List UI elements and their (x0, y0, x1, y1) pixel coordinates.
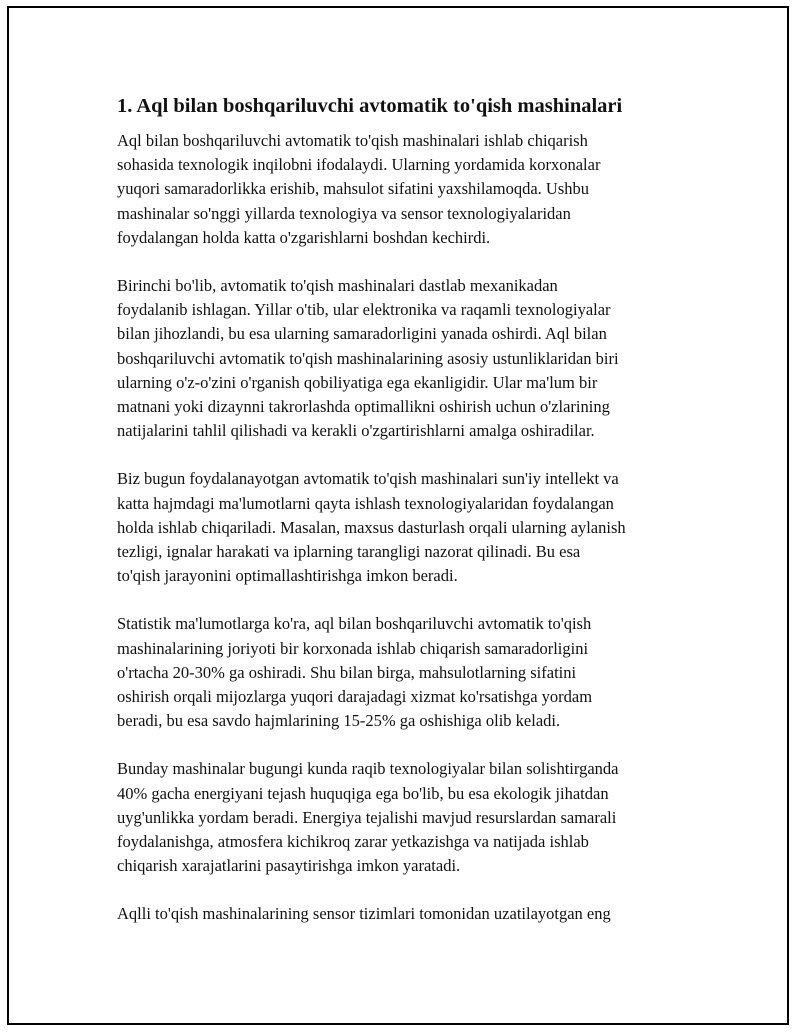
paragraph-line: Aqlli to'qish mashinalarining sensor tizimlari tomonidan uzatilayotgan eng (117, 904, 611, 924)
paragraph-line: to'qish jarayonini optimallashtirishga imkon beradi. (117, 566, 458, 586)
paragraph-line: mashinalarining joriyoti bir korxonada ishlab chiqarish samaradorligini (117, 638, 589, 658)
paragraph-line: Bunday mashinalar bugungi kunda raqib texnologiyalar bilan solishtirganda (117, 759, 619, 779)
paragraph-line: mashinalar so'nggi yillarda texnologiya va sensor texnologiyalaridan (117, 203, 571, 223)
paragraph-2 (117, 274, 707, 443)
paragraph-line: oshirish orqali mijozlarga yuqori darajadagi xizmat ko'rsatishga yordam (117, 687, 593, 707)
paragraph-line: Birinchi bo'lib, avtomatik to'qish mashinalari dastlab mexanikadan (117, 276, 558, 296)
paragraph-3 (117, 467, 707, 588)
paragraph-line: yuqori samaradorlikka erishib, mahsulot sifatini yaxshilamoqda. Ushbu (117, 179, 589, 199)
paragraph-line: beradi, bu esa savdo hajmlarining 15-25% ga oshishiga olib keladi. (117, 711, 561, 731)
paragraph-line: bilan jihozlandi, bu esa ularning samaradorligini yanada oshirdi. Aql bilan (117, 324, 607, 344)
paragraph-line: holda ishlab chiqariladi. Masalan, maxsus dasturlash orqali ularning aylanish (117, 517, 626, 537)
paragraph-line: Aql bilan boshqariluvchi avtomatik to'qish mashinalari ishlab chiqarish (117, 131, 588, 150)
paragraph-line: Statistik ma'lumotlarga ko'ra, aql bilan boshqariluvchi avtomatik to'qish (117, 614, 592, 634)
paragraph-1 (117, 129, 707, 250)
paragraph-5 (117, 757, 707, 878)
paragraph-line: sohasida texnologik inqilobni ifodalaydi. Ularning yordamida korxonalar (117, 155, 601, 175)
paragraph-line: foydalangan holda katta o'zgarishlarni boshdan kechirdi. (117, 227, 491, 247)
paragraph-line: uyg'unlikka yordam beradi. Energiya tejalishi mavjud resurslardan samarali (117, 807, 617, 827)
paragraph-line: ularning o'z-o'zini o'rganish qobiliyatiga ega ekanligidir. Ular ma'lum bir (117, 372, 598, 392)
document-body (117, 93, 707, 951)
paragraph-line: foydalanishga, atmosfera kichikroq zarar yetkazishga va natijada ishlab (117, 832, 589, 852)
paragraph-line: boshqariluvchi avtomatik to'qish mashinalarining asosiy ustunliklaridan biri (117, 348, 619, 368)
paragraph-line: tezligi, ignalar harakati va iplarning tarangligi nazorat qilinadi. Bu esa (117, 542, 581, 562)
paragraph-4 (117, 612, 707, 733)
paragraph-6 (117, 902, 707, 926)
paragraph-line: katta hajmdagi ma'lumotlarni qayta ishlash texnologiyalaridan foydalangan (117, 493, 614, 513)
paragraph-line: foydalanib ishlagan. Yillar o'tib, ular elektronika va raqamli texnologiyalar (117, 300, 611, 320)
paragraph-line: Biz bugun foydalanayotgan avtomatik to'qish mashinalari sun'iy intellekt va (117, 469, 619, 489)
paragraph-line: o'rtacha 20-30% ga oshiradi. Shu bilan birga, mahsulotlarning sifatini (117, 662, 577, 682)
paragraph-line: natijalarini tahlil qilishadi va kerakli o'zgartirishlarni amalga oshiradilar. (117, 421, 595, 441)
paragraph-line: chiqarish xarajatlarini pasaytirishga imkon yaratadi. (117, 856, 461, 876)
section-heading: 1. Aql bilan boshqariluvchi avtomatik to'qish mashinalari (117, 95, 623, 117)
paragraph-line: 40% gacha energiyani tejash huquqiga ega bo'lib, bu esa ekologik jihatdan (117, 783, 609, 803)
paragraph-line: matnani yoki dizaynni takrorlashda optimallikni oshirish uchun o'zlarining (117, 397, 610, 417)
